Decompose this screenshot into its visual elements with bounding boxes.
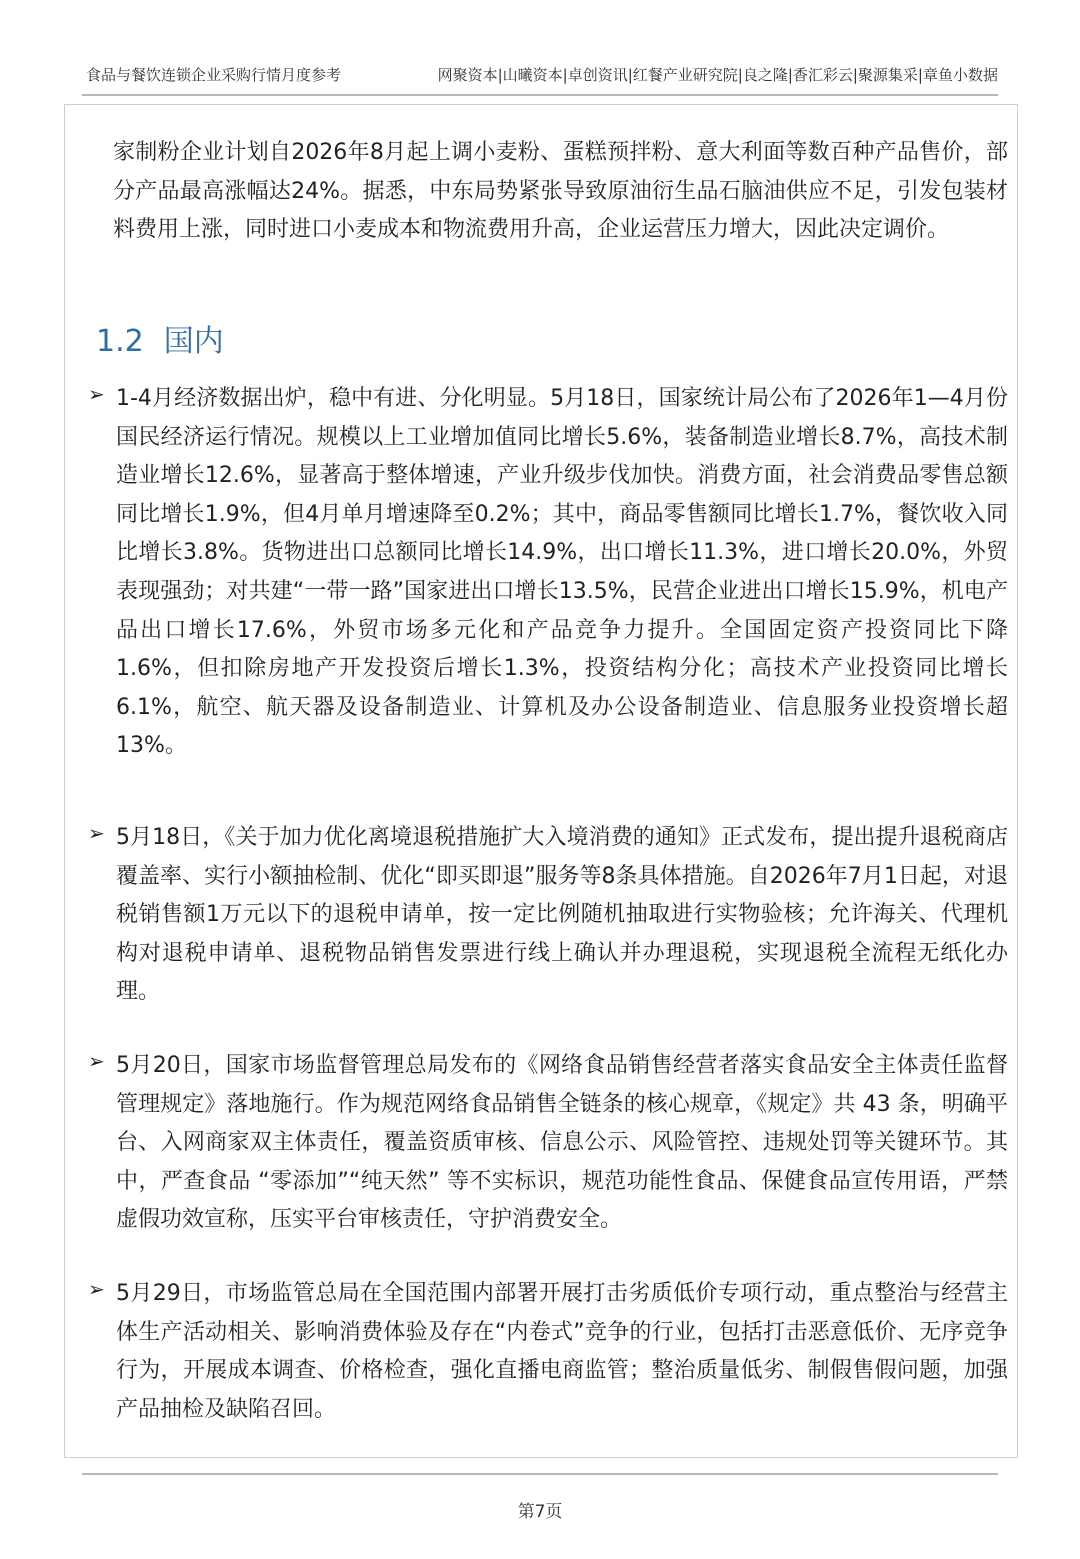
header-sources: 网聚资本|山曦资本|卓创资讯|红餐产业研究院|良之隆|香汇彩云|聚源集采|章鱼小数据 (437, 66, 998, 84)
arrow-bullet-icon: ➢ (88, 821, 105, 845)
bullet-text: 5月20日，国家市场监督管理总局发布的《网络食品销售经营者落实食品安全主体责任监督管理规定》落地施行。作为规范网络食品销售全链条的核心规章，《规定》共 43 条，明确平台、入网商家双主体责任，覆盖资质审核、信息公示、风险管控、违规处罚等关键环节。其中，严查食品 “零添加”“纯天然” 等不实标识，规范功能性食品、保健食品宣传用语，严禁虚假功效宣称，压实平台审核责任，守护消费安全。 (116, 1053, 1008, 1233)
bullet-text: 5月29日，市场监管总局在全国范围内部署开展打击劣质低价专项行动，重点整治与经营主体生产活动相关、影响消费体验及存在“内卷式”竞争的行业，包括打击恶意低价、无序竞争行为，开展成本调查、价格检查，强化直播电商监管；整治质量低劣、制假售假问题，加强产品抽检及缺陷召回。 (116, 1281, 1008, 1422)
arrow-bullet-icon: ➢ (88, 1277, 105, 1301)
section-number: 1.2 (96, 324, 144, 359)
section-title: 国内 (163, 324, 224, 359)
bullet-item (88, 1047, 1008, 1240)
page-number: 第7页 (517, 1502, 563, 1522)
bullet-text: 5月18日，《关于加力优化离境退税措施扩大入境消费的通知》正式发布，提出提升退税商店覆盖率、实行小额抽检制、优化“即买即退”服务等8条具体措施。自2026年7月1日起，对退税销售额1万元以下的退税申请单，按一定比例随机抽取进行实物验核；允许海关、代理机构对退税申请单、退税物品销售发票进行线上确认并办理退税，实现退税全流程无纸化办理。 (116, 825, 1008, 1005)
bullet-item (88, 1275, 1008, 1429)
bullet-item (88, 380, 1008, 766)
arrow-bullet-icon: ➢ (88, 1049, 105, 1073)
bullet-item (88, 819, 1008, 1012)
arrow-bullet-icon: ➢ (88, 382, 105, 406)
page-header (82, 58, 998, 96)
footer-divider (82, 1473, 998, 1475)
header-report-title: 食品与餐饮连锁企业采购行情月度参考 (86, 66, 342, 84)
intro-paragraph: 家制粉企业计划自2026年8月起上调小麦粉、蛋糕预拌粉、意大利面等数百种产品售价，部分产品最高涨幅达24%。据悉，中东局势紧张导致原油衍生品石脑油供应不足，引发包装材料费用上涨，同时进口小麦成本和物流费用升高，企业运营压力增大，因此决定调价。 (113, 140, 1008, 243)
content-frame (64, 104, 1018, 1458)
bullet-text: 1-4月经济数据出炉，稳中有进、分化明显。5月18日，国家统计局公布了2026年1—4月份国民经济运行情况。规模以上工业增加值同比增长5.6%，装备制造业增长8.7%，高技术制造业增长12.6%，显著高于整体增速，产业升级步伐加快。消费方面，社会消费品零售总额同比增长1.9%，但4月单月增速降至0.2%；其中，商品零售额同比增长1.7%，餐饮收入同比增长3.8%。货物进出口总额同比增长14.9%，出口增长11.3%，进口增长20.0%，外贸表现强劲；对共建“一带一路”国家进出口增长13.5%，民营企业进出口增长15.9%，机电产品出口增长17.6%，外贸市场多元化和产品竞争力提升。全国固定资产投资同比下降1.6%，但扣除房地产开发投资后增长1.3%，投资结构分化；高技术产业投资同比增长6.1%，航空、航天器及设备制造业、计算机及办公设备制造业、信息服务业投资增长超13%。 (116, 386, 1008, 759)
section-heading (96, 316, 224, 360)
